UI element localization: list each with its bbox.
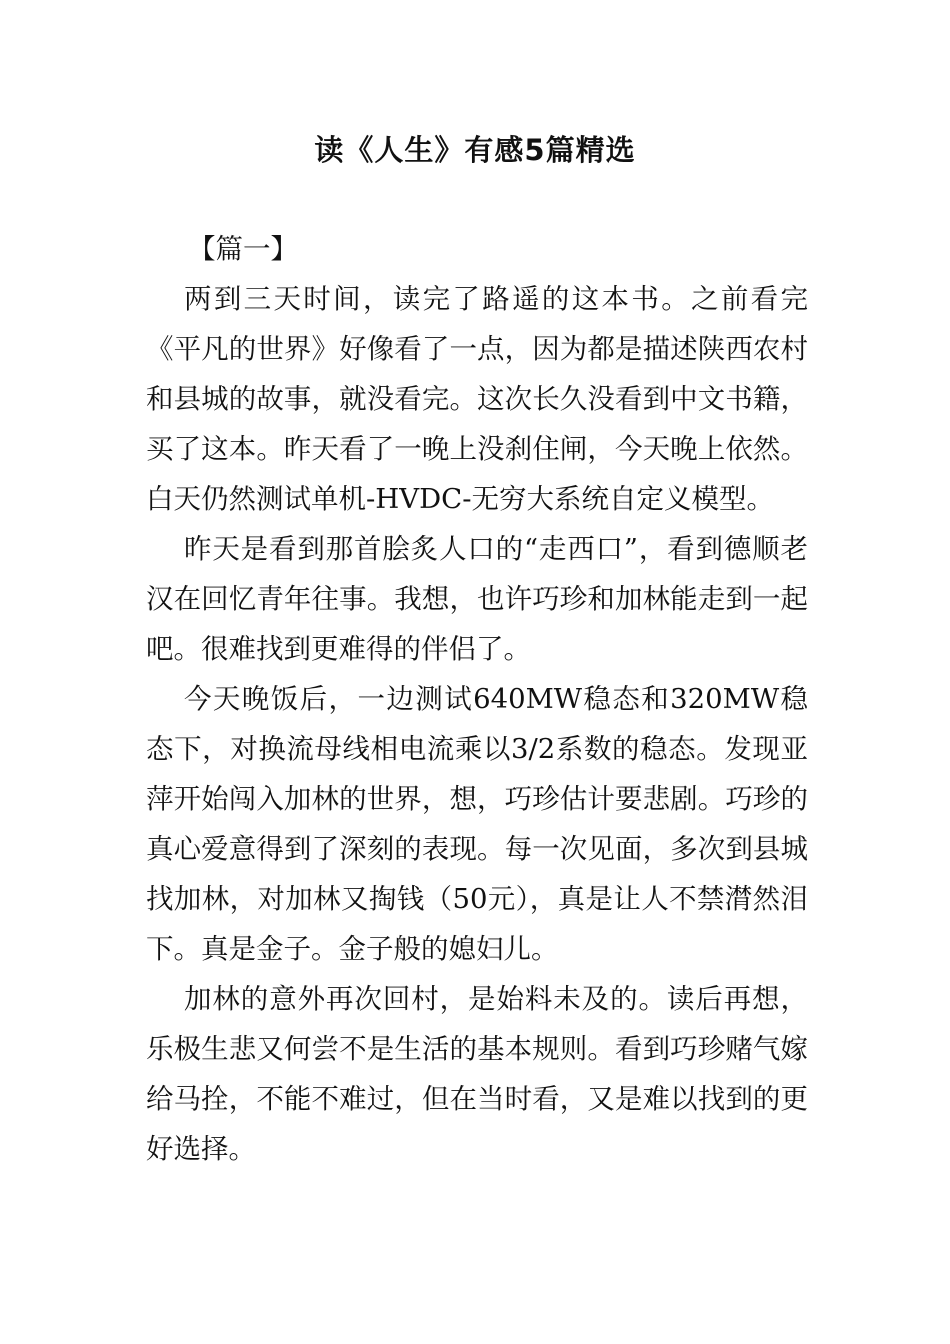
paragraph: 今天晚饭后，一边测试640MW稳态和320MW稳态下，对换流母线相电流乘以3/2系数的稳态。发现亚萍开始闯入加林的世界，想，巧珍估计要悲剧。巧珍的真心爱意得到了深刻的表现。每一次见面，多次到县城找加林，对加林又掏钱（50元），真是让人不禁潸然泪下。真是金子。金子般的媳妇儿。: [146, 683, 808, 965]
document-title: 读《人生》有感5篇精选: [314, 133, 636, 167]
paragraph: 加林的意外再次回村，是始料未及的。读后再想，乐极生悲又何尝不是生活的基本规则。看到巧珍赌气嫁给马拴，不能不难过，但在当时看，又是难以找到的更好选择。: [146, 983, 808, 1165]
document-body: [146, 224, 808, 1174]
section-heading: 【篇一】: [188, 233, 298, 265]
paragraph: 昨天是看到那首脍炙人口的“走西口”，看到德顺老汉在回忆青年往事。我想，也许巧珍和加林能走到一起吧。很难找到更难得的伴侣了。: [146, 533, 808, 665]
paragraph: 两到三天时间，读完了路遥的这本书。之前看完《平凡的世界》好像看了一点，因为都是描述陕西农村和县城的故事，就没看完。这次长久没看到中文书籍，买了这本。昨天看了一晚上没刹住闸，今天晚上依然。白天仍然测试单机-HVDC-无穷大系统自定义模型。: [146, 283, 808, 515]
